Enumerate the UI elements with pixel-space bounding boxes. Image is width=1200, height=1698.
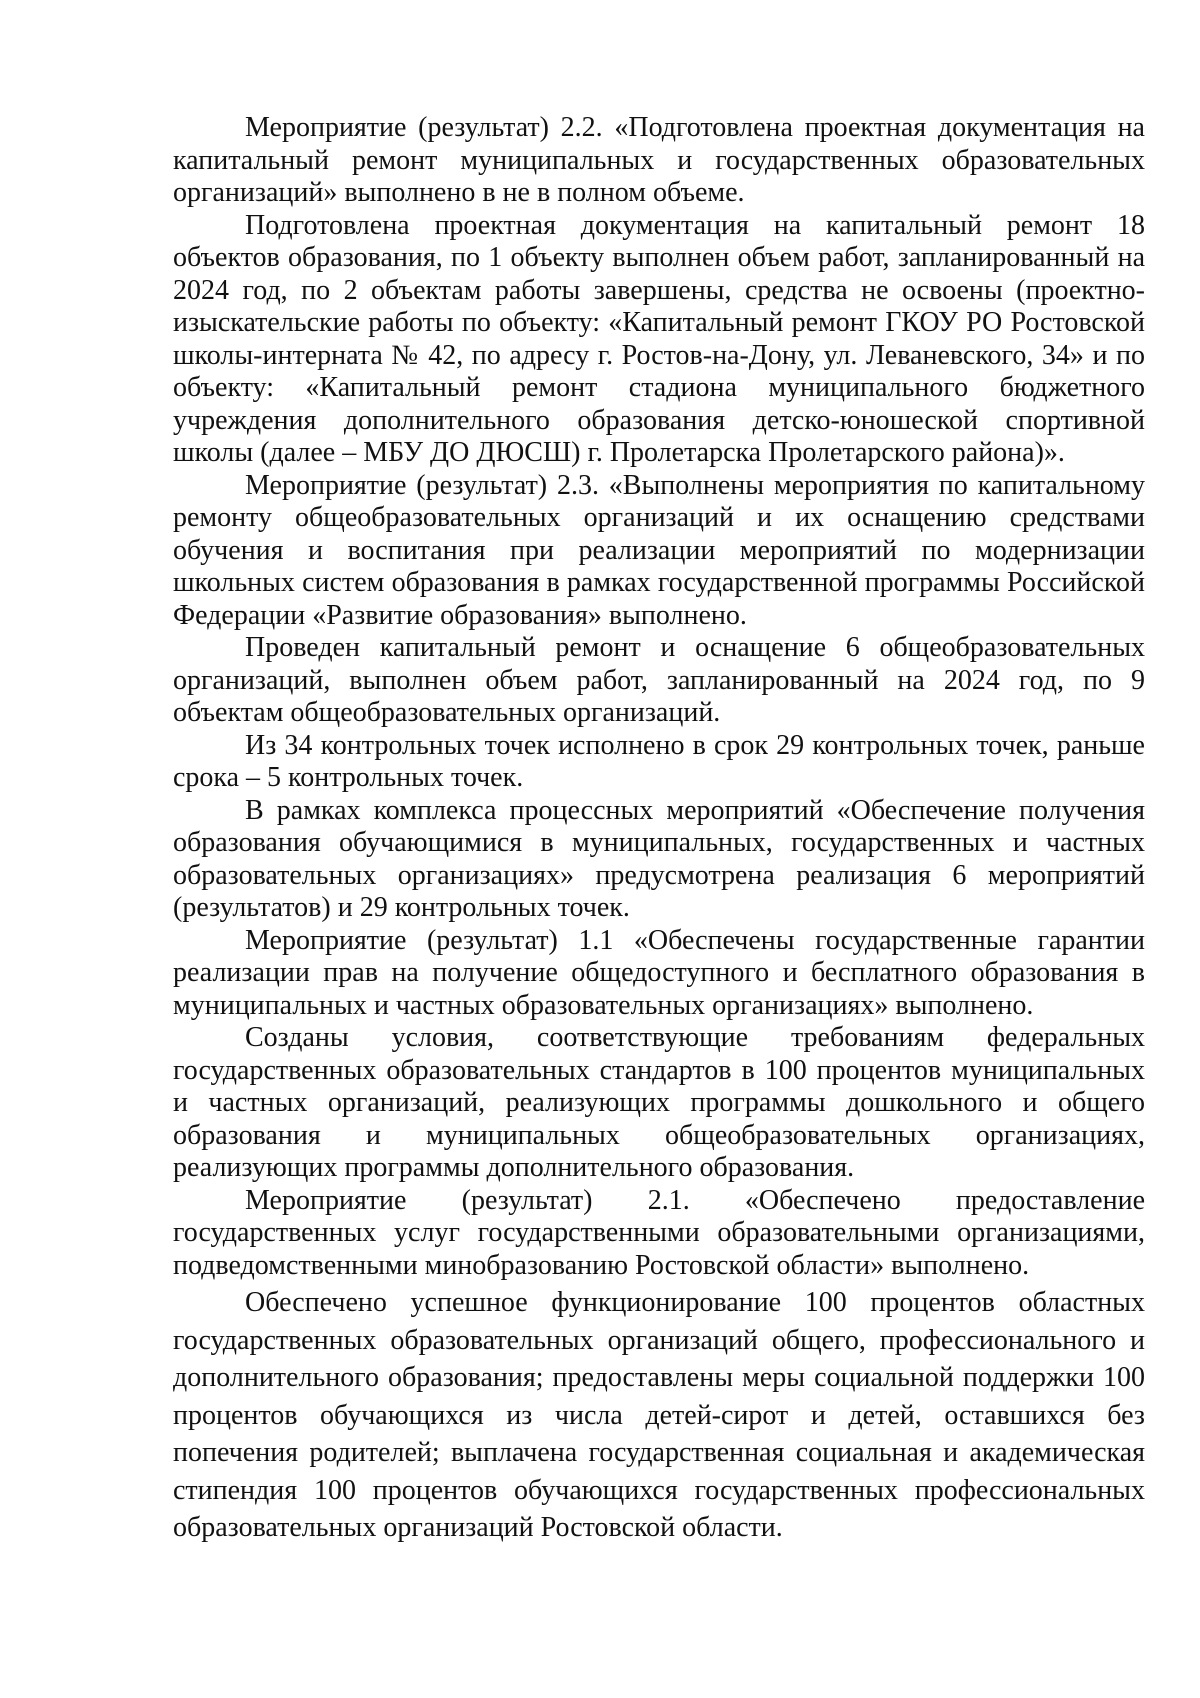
paragraph-process-complex: В рамках комплекса процессных мероприятий «Обеспечение получения образования обучающимися в муниципальных, государственных и частных образовательных организациях» предусмотрена реализация 6 мероприятий (результатов) и 29 контрольных точек. [173, 794, 1145, 923]
paragraph-event-1-1: Мероприятие (результат) 1.1 «Обеспечены государственные гарантии реализации прав на получение общедоступного и бесплатного образования в муниципальных и частных образовательных организациях» выполнено. [173, 924, 1145, 1021]
paragraph-conditions-created: Созданы условия, соответствующие требованиям федеральных государственных образовательных стандартов в 100 процентов муниципальных и частных организаций, реализующих программы дошкольного и общего образования и муниципальных общеобразовательных организациях, реализующих программы дополнительного образования. [173, 1022, 1145, 1183]
paragraph-capital-repair: Проведен капитальный ремонт и оснащение 6 общеобразовательных организаций, выполнен объем работ, запланированный на 2024 год, по 9 объектам общеобразовательных организаций. [173, 632, 1145, 728]
paragraph-event-2-1: Мероприятие (результат) 2.1. «Обеспечено предоставление государственных услуг государственными образовательными организациями, подведомственными минобразованию Ростовской области» выполнено. [173, 1184, 1145, 1281]
paragraph-functioning: Обеспечено успешное функционирование 100 процентов областных государственных образовательных организаций общего, профессионального и дополнительного образования; предоставлены меры социальной поддержки 100 процентов обучающихся из числа детей-сирот и детей, оставшихся без попечения родителей; выплачена государственная социальная и академическая стипендия 100 процентов обучающихся государственных профессиональных образовательных организаций Ростовской области. [173, 1287, 1145, 1543]
document-body [173, 112, 1145, 1547]
paragraph-event-2-2: Мероприятие (результат) 2.2. «Подготовлена проектная документация на капитальный ремонт муниципальных и государственных образовательных организаций» выполнено в не в полном объеме. [173, 112, 1145, 208]
paragraph-event-2-3: Мероприятие (результат) 2.3. «Выполнены мероприятия по капитальному ремонту общеобразовательных организаций и их оснащению средствами обучения и воспитания при реализации мероприятий по модернизации школьных систем образования в рамках государственной программы Российской Федерации «Развитие образования» выполнено. [173, 469, 1145, 631]
paragraph-design-documentation: Подготовлена проектная документация на капитальный ремонт 18 объектов образования, по 1 объекту выполнен объем работ, запланированный на 2024 год, по 2 объектам работы завершены, средства не освоены (проектно-изыскательские работы по объекту: «Капитальный ремонт ГКОУ РО Ростовской школы-интерната № 42, по адресу г. Ростов-на-Дону, ул. Леваневского, 34» и по объекту: «Капитальный ремонт стадиона муниципального бюджетного учреждения дополнительного образования детско-юношеской спортивной школы (далее – МБУ ДО ДЮСШ) г. Пролетарска Пролетарского района)». [173, 209, 1145, 468]
paragraph-control-points: Из 34 контрольных точек исполнено в срок 29 контрольных точек, раньше срока – 5 контрольных точек. [173, 729, 1145, 793]
